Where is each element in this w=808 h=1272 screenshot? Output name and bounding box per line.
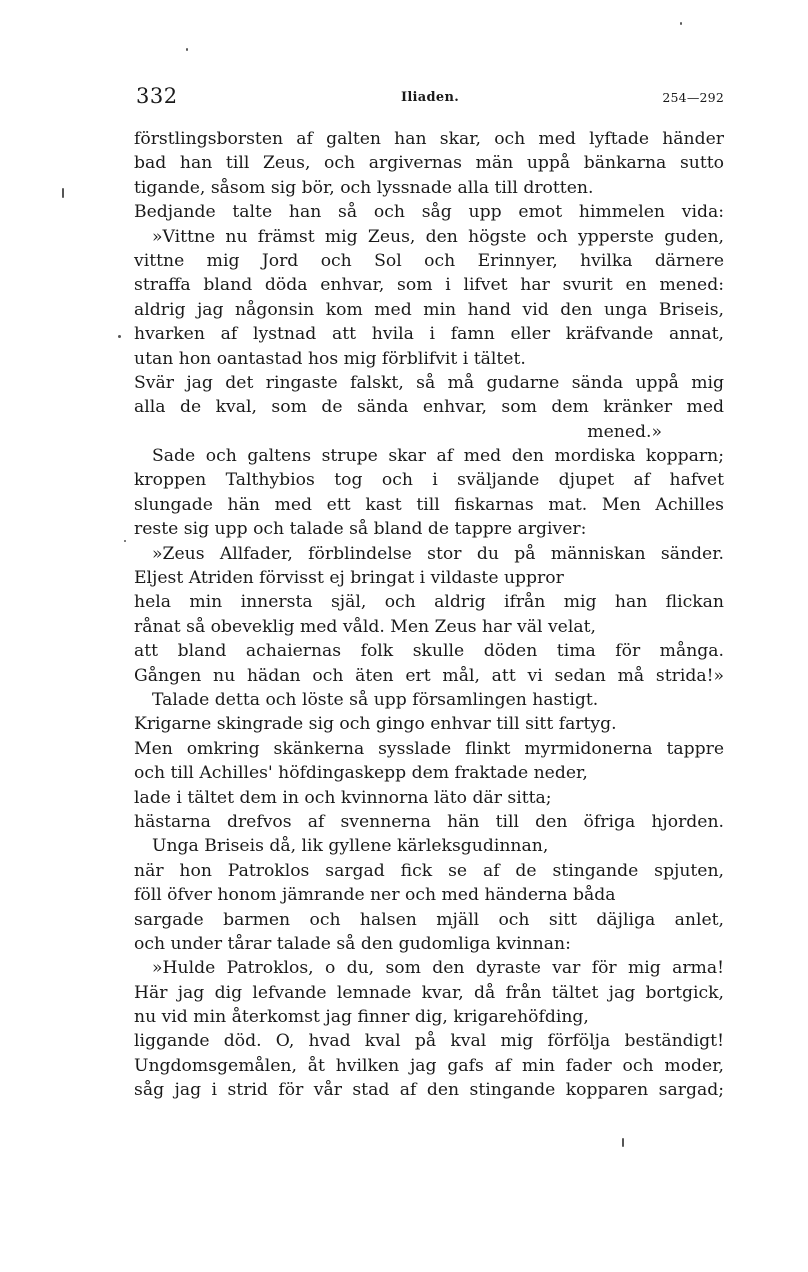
verse-line: föll öfver honom jämrande ner och med händerna båda (134, 885, 616, 906)
verse-text-block (134, 127, 724, 1103)
verse-line: reste sig upp och talade så bland de tappre argiver: (134, 519, 587, 540)
running-title: Iliaden. (400, 90, 460, 105)
verse-line: Krigarne skingrade sig och gingo enhvar till sitt fartyg. (134, 714, 617, 735)
verse-line: »Hulde Patroklos, o du, som den dyraste var för mig arma! (152, 958, 724, 979)
verse-line: Talade detta och löste så upp församlingen hastigt. (152, 689, 599, 710)
verse-line: hela min innersta själ, och aldrig ifrån mig han flickan (134, 592, 724, 613)
verse-line: rånat så obeveklig med våld. Men Zeus har väl velat, (134, 616, 596, 637)
verse-line: Här jag dig lefvande lemnade kvar, då från tältet jag bortgick, (134, 982, 724, 1003)
verse-line: straffa bland döda enhvar, som i lifvet har svurit en mened: (134, 275, 724, 296)
verse-line: och till Achilles' höfdingaskepp dem fraktade neder, (134, 763, 588, 784)
verse-line: Ungdomsgemålen, åt hvilken jag gafs af min fader och moder, (134, 1055, 724, 1076)
verse-line: Sade och galtens strupe skar af med den mordiska kopparn; (152, 446, 724, 467)
verse-line: »Zeus Allfader, förblindelse stor du på människan sänder. (152, 543, 724, 564)
scan-speck (622, 1138, 624, 1147)
verse-line-range: 254—292 (662, 90, 724, 105)
verse-line: mened.» (587, 421, 662, 442)
verse-line: kroppen Talthybios tog och i sväljande djupet af hafvet (134, 470, 724, 491)
verse-line: bad han till Zeus, och argivernas män uppå bänkarna sutto (134, 153, 724, 174)
verse-line: Unga Briseis då, lik gyllene kärleksgudinnan, (152, 836, 549, 857)
verse-line: förstlingsborsten af galten han skar, och med lyftade händer (134, 129, 724, 149)
verse-line: att bland achaiernas folk skulle döden tima för många. (134, 641, 724, 662)
verse-line: vittne mig Jord och Sol och Erinnyer, hvilka därnere (134, 250, 724, 271)
page-header (136, 84, 724, 114)
scan-speck (124, 540, 126, 542)
scan-speck (118, 335, 121, 338)
scan-speck (186, 48, 188, 51)
scan-speck (680, 22, 682, 25)
verse-line: lade i tältet dem in och kvinnorna läto där sitta; (134, 787, 552, 808)
verse-line: »Vittne nu främst mig Zeus, den högste och ypperste guden, (152, 226, 724, 247)
verse-line: liggande död. O, hvad kval på kval mig förfölja beständigt! (134, 1031, 724, 1052)
verse-line: nu vid min återkomst jag finner dig, krigarehöfding, (134, 1007, 589, 1028)
verse-line: tigande, såsom sig bör, och lyssnade alla till drotten. (134, 177, 594, 198)
scan-speck (62, 188, 64, 198)
verse-line: Svär jag det ringaste falskt, så må gudarne sända uppå mig (134, 372, 724, 393)
page-number: 332 (136, 84, 178, 108)
verse-line: och under tårar talade så den gudomliga kvinnan: (134, 933, 571, 954)
verse-line: aldrig jag någonsin kom med min hand vid den unga Briseis, (134, 299, 724, 320)
verse-line: hvarken af lystnad att hvila i famn eller kräfvande annat, (134, 324, 724, 345)
verse-line: sargade barmen och halsen mjäll och sitt däjliga anlet, (134, 909, 724, 930)
verse-line: Gången nu hädan och äten ert mål, att vi sedan må strida!» (134, 665, 724, 686)
verse-line: alla de kval, som de sända enhvar, som dem kränker med (134, 397, 724, 418)
verse-line: Men omkring skänkerna sysslade flinkt myrmidonerna tappre (134, 738, 724, 759)
verse-line: såg jag i strid för vår stad af den stingande kopparen sargad; (134, 1080, 724, 1101)
verse-line: hästarna drefvos af svennerna hän till den öfriga hjorden. (134, 811, 724, 832)
verse-line: Bedjande talte han så och såg upp emot himmelen vida: (134, 202, 724, 223)
verse-line: Eljest Atriden förvisst ej bringat i vildaste uppror (134, 568, 564, 589)
verse-line: utan hon oantastad hos mig förblifvit i tältet. (134, 348, 526, 369)
verse-line: slungade hän med ett kast till fiskarnas mat. Men Achilles (134, 494, 724, 515)
verse-line: när hon Patroklos sargad fick se af de stingande spjuten, (134, 860, 724, 881)
